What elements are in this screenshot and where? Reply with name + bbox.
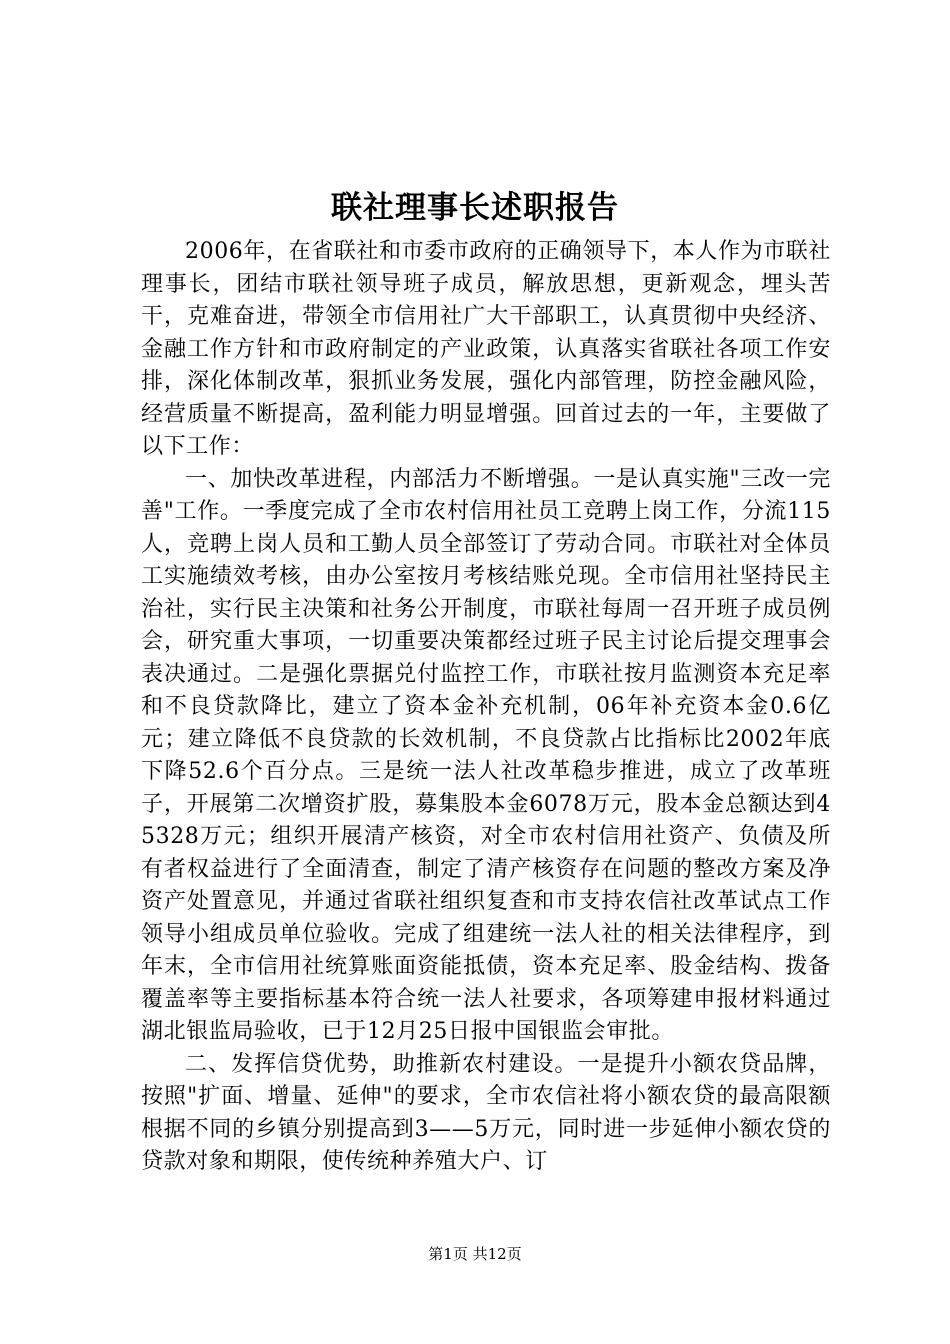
- document-body: [141, 236, 831, 1179]
- paragraph-reform: 一、加快改革进程，内部活力不断增强。一是认真实施"三改一完善"工作。一季度完成了全市农村信用社员工竞聘上岗工作，分流115人，竞聘上岗人员和工勤人员全部签订了劳动合同。市联社对全体员工实施绩效考核，由办公室按月考核结账兑现。全市信用社坚持民主治社，实行民主决策和社务公开制度，市联社每周一召开班子成员例会，研究重大事项，一切重要决策都经过班子民主讨论后提交理事会表决通过。二是强化票据兑付监控工作，市联社按月监测资本充足率和不良贷款降比，建立了资本金补充机制，06年补充资本金0.6亿元；建立降低不良贷款的长效机制，不良贷款占比指标比2002年底下降52.6个百分点。三是统一法人社改革稳步推进，成立了改革班子，开展第二次增资扩股，募集股本金6078万元，股本金总额达到45328万元；组织开展清产核资，对全市农村信用社资产、负债及所有者权益进行了全面清查，制定了清产核资存在问题的整改方案及净资产处置意见，并通过省联社组织复查和市支持农信社改革试点工作领导小组成员单位验收。完成了组建统一法人社的相关法律程序，到年末，全市信用社统算账面资能抵债，资本充足率、股金结构、拨备覆盖率等主要指标基本符合统一法人社要求，各项筹建申报材料通过湖北银监局验收，已于12月25日报中国银监会审批。: [141, 466, 831, 1044]
- document-title: 联社理事长述职报告: [331, 190, 619, 226]
- page-footer: 第1页 共12页: [428, 1245, 522, 1263]
- paragraph-credit: 二、发挥信贷优势，助推新农村建设。一是提升小额农贷品牌，按照"扩面、增量、延伸"的要求，全市农信社将小额农贷的最高限额根据不同的乡镇分别提高到3——5万元，同时进一步延伸小额农贷的贷款对象和期限，使传统种养殖大户、订: [141, 1051, 831, 1174]
- paragraph-intro: 2006年，在省联社和市委市政府的正确领导下，本人作为市联社理事长，团结市联社领导班子成员，解放思想，更新观念，埋头苦干，克难奋进，带领全市信用社广大干部职工，认真贯彻中央经济、金融工作方针和市政府制定的产业政策，认真落实省联社各项工作安排，深化体制改革，狠抓业务发展，强化内部管理，防控金融风险，经营质量不断提高，盈利能力明显增强。回首过去的一年，主要做了以下工作：: [141, 239, 831, 459]
